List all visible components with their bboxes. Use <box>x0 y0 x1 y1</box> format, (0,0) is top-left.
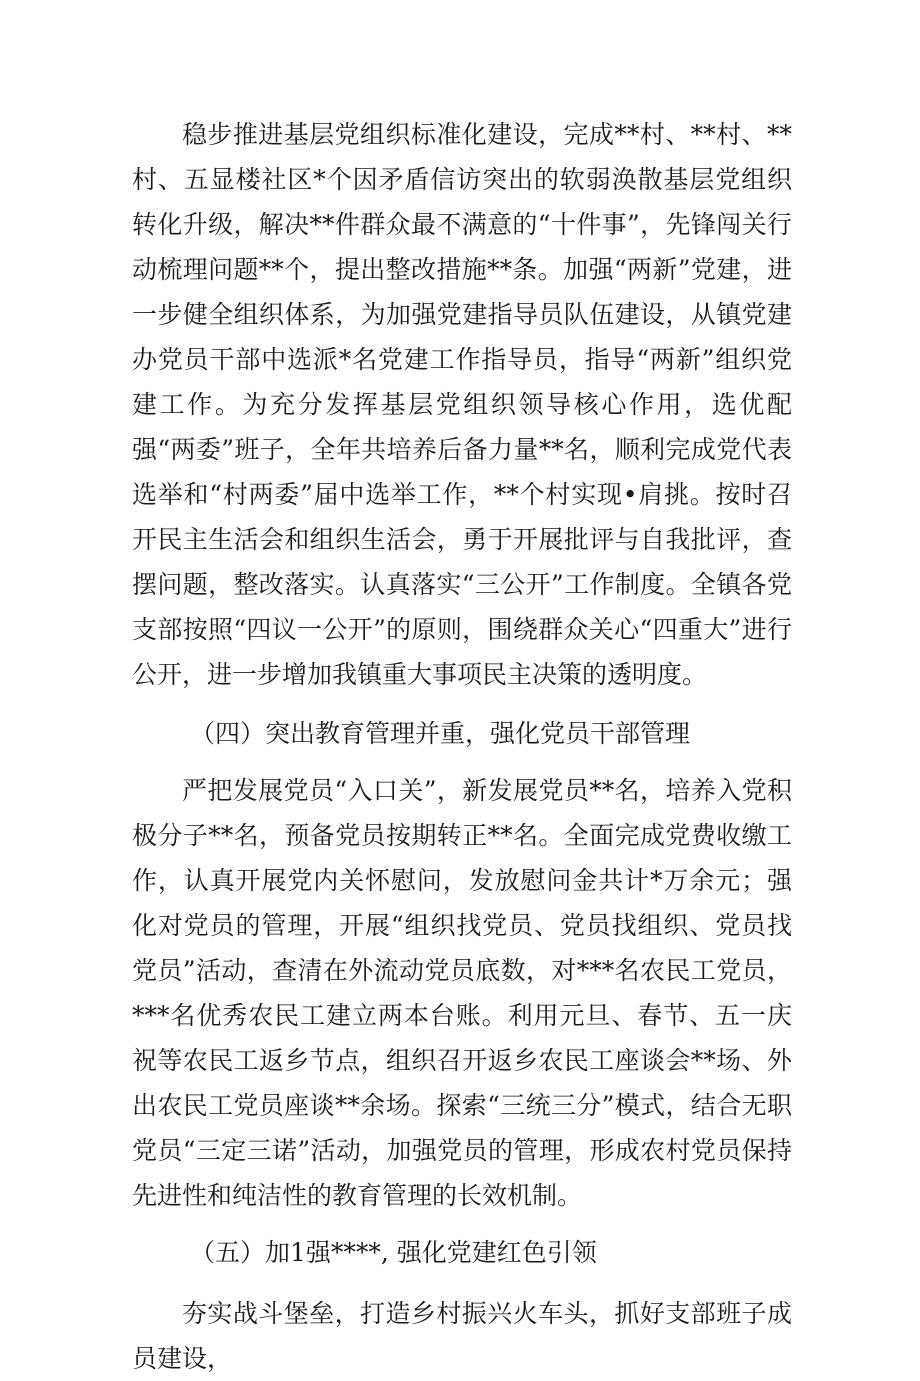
paragraph-party-member-management: 严把发展党员“入口关”，新发展党员**名，培养入党积极分子**名，预备党员按期转正**名。全面完成党费收缴工作，认真开展党内关怀慰问，发放慰问金共计*万余元；强化对党员的管理，开展“组织找党员、党员找组织、党员找党员”活动，查清在外流动党员底数，对***名农民工党员，***名优秀农民工建立两本台账。利用元旦、春节、五一庆祝等农民工返乡节点，组织召开返乡农民工座谈会**场、外出农民工党员座谈**余场。探索“三统三分”模式，结合无职党员“三定三诺”活动，加强党员的管理，形成农村党员保持先进性和纯洁性的教育管理的长效机制。 <box>132 776 792 1210</box>
paragraph-standardization: 稳步推进基层党组织标准化建设，完成**村、**村、**村、五显楼社区*个因矛盾信访突出的软弱涣散基层党组织转化升级，解决**件群众最不满意的“十件事”，先锋闯关行动梳理问题**个，提出整改措施**条。加强“两新”党建，进一步健全组织体系，为加强党建指导员队伍建设，从镇党建办党员干部中选派*名党建工作指导员，指导“两新”组织党建工作。为充分发挥基层党组织领导核心作用，选优配强“两委”班子，全年共培养后备力量**名，顺利完成党代表选举和“村两委”届中选举工作，**个村实现•肩挑。按时召开民主生活会和组织生活会，勇于开展批评与自我批评，查摆问题，整改落实。认真落实“三公开”工作制度。全镇各党支部按照“四议一公开”的原则，围绕群众关心“四重大”进行公开，进一步增加我镇重大事项民主决策的透明度。 <box>132 120 792 689</box>
section-heading-four: （四）突出教育管理并重，强化党员干部管理 <box>190 719 691 748</box>
section-heading-five: （五）加1强****, 强化党建红色引领 <box>190 1238 597 1267</box>
document-body <box>132 112 792 1381</box>
paragraph-fortress: 夯实战斗堡垒，打造乡村振兴火车头，抓好支部班子成员建设， <box>132 1299 792 1373</box>
